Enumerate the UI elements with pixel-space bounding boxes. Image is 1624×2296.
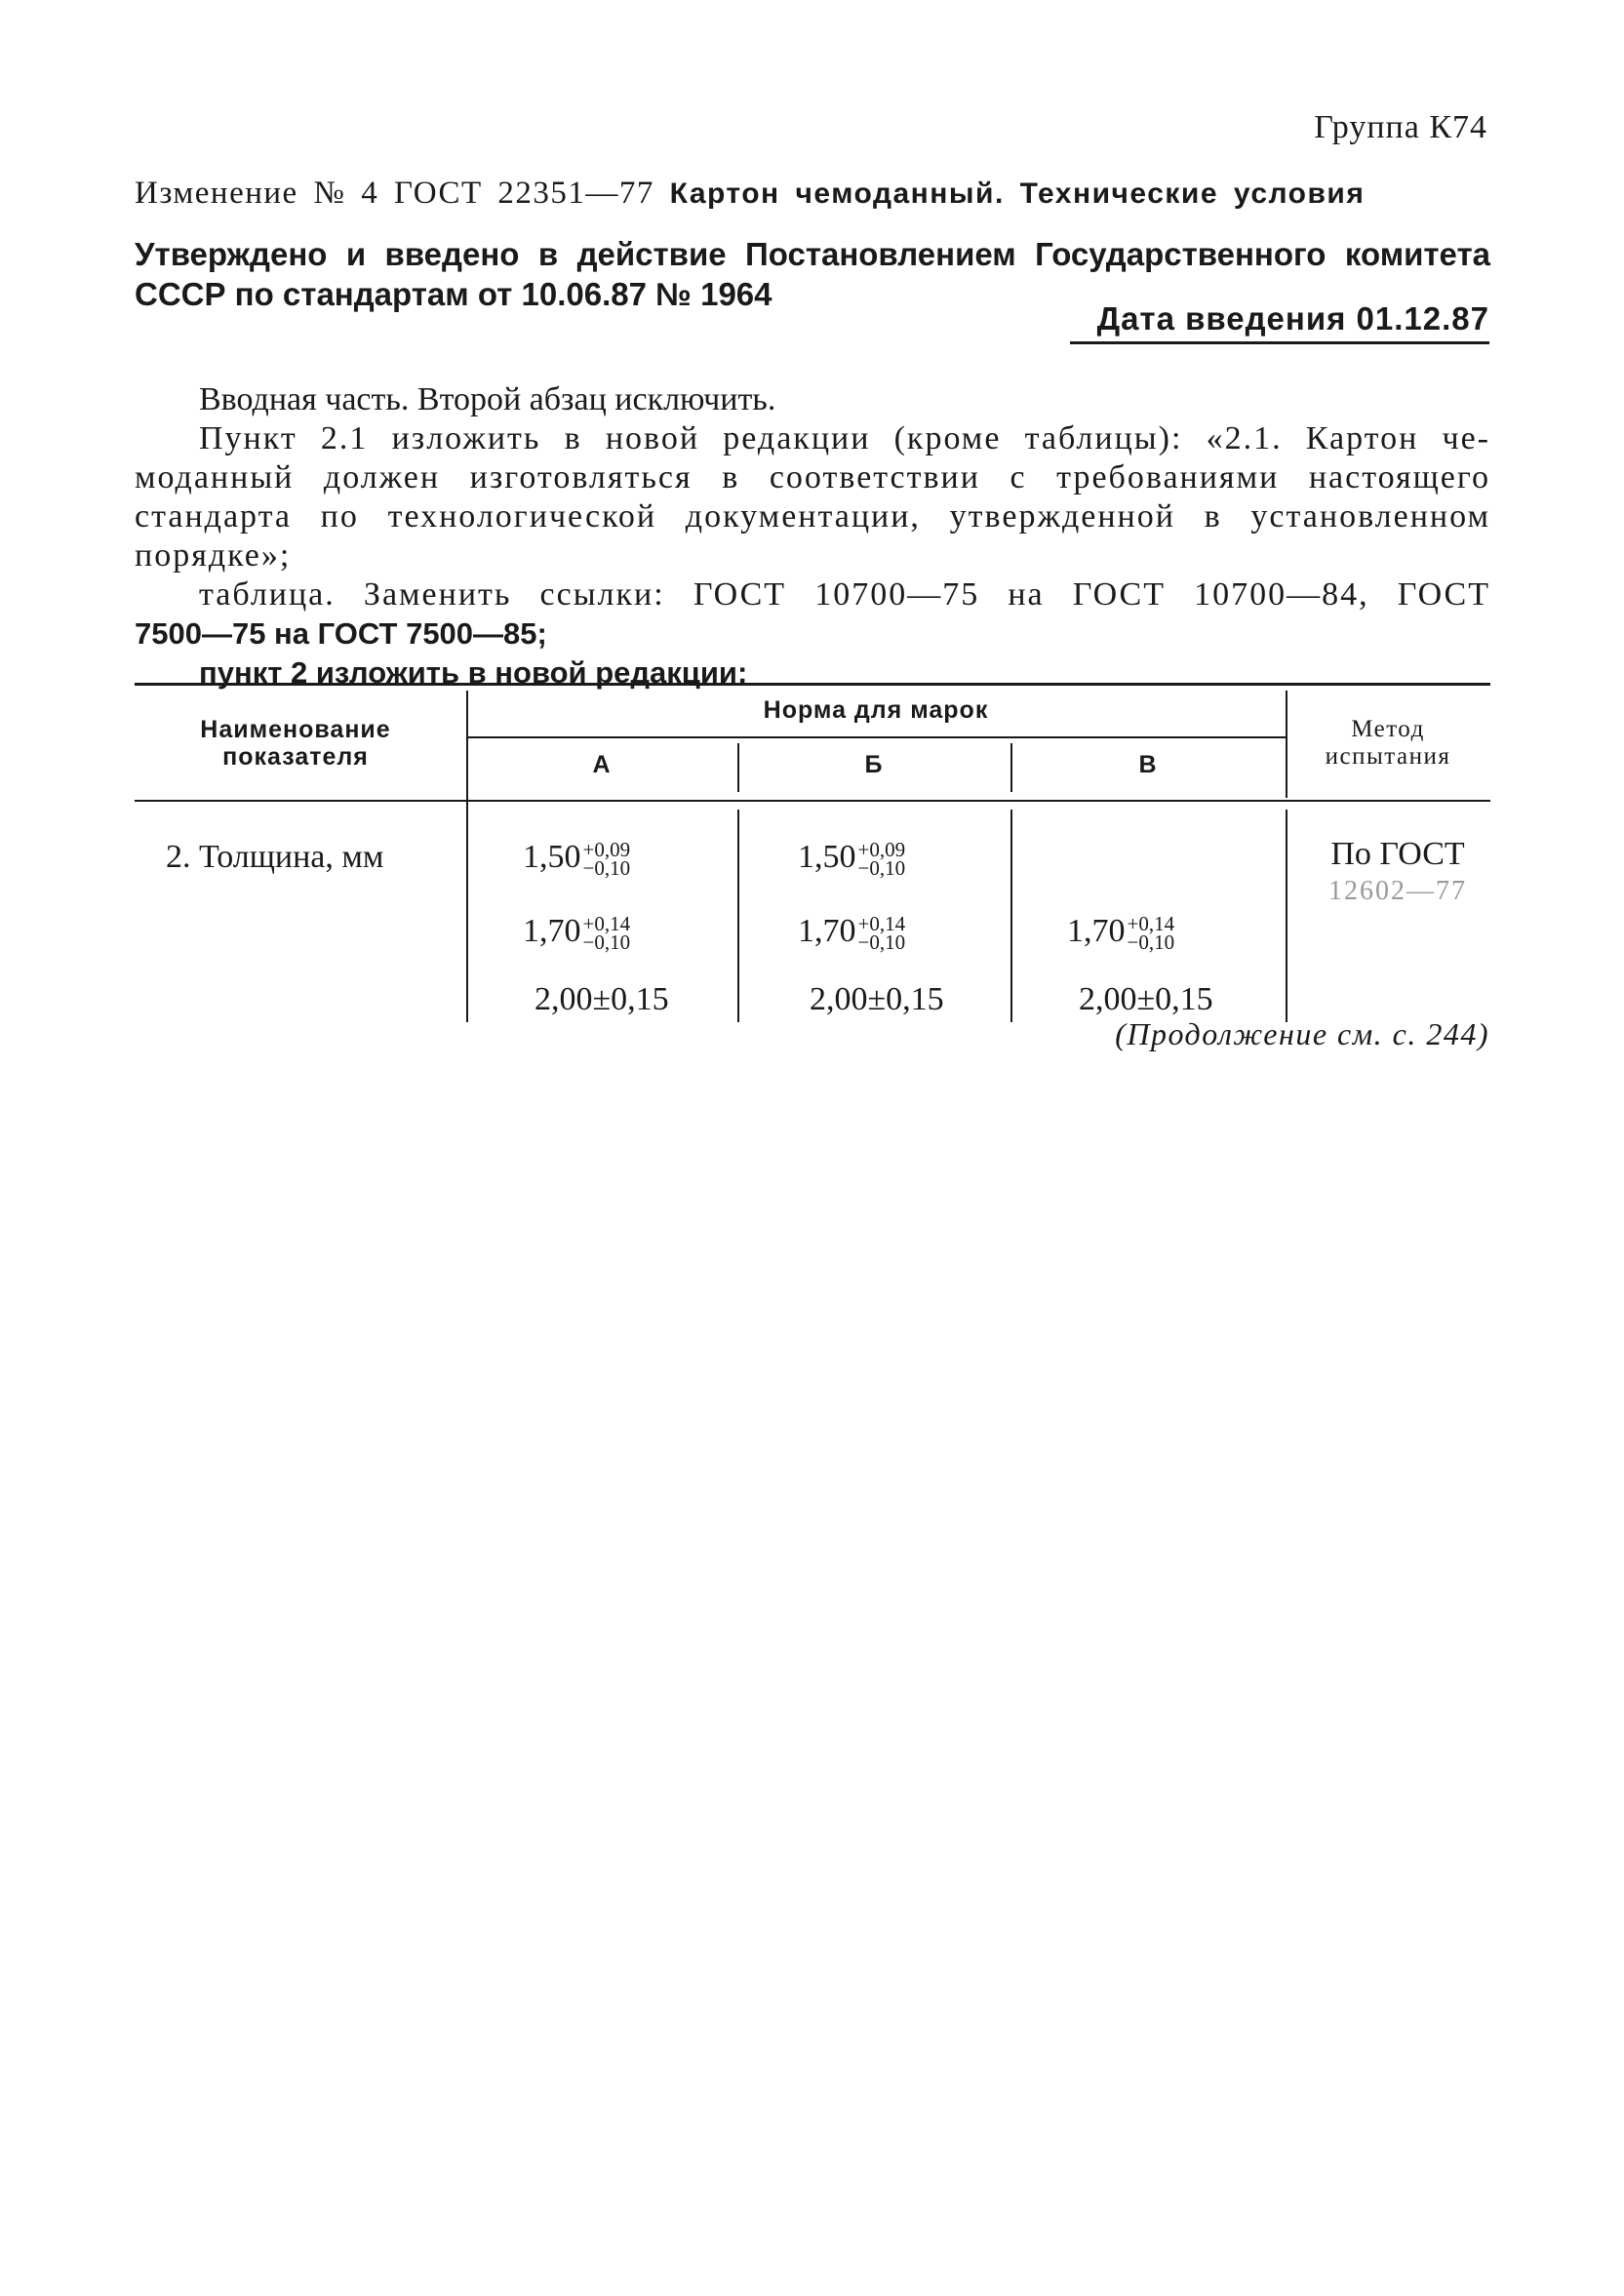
table-top-rule bbox=[135, 683, 1490, 686]
approval-line-1: Утверждено и введено в действие Постановлением Государственного комитета bbox=[135, 236, 1490, 272]
tolerance-lower: −0,10 bbox=[582, 930, 631, 955]
group-code: Группа К74 bbox=[1314, 109, 1487, 145]
test-method-reference bbox=[1305, 837, 1490, 909]
value-base: 1,70 bbox=[523, 913, 581, 949]
header-indicator-line-2: показателя bbox=[222, 743, 369, 771]
column-divider bbox=[466, 691, 468, 1022]
paragraph-2-line-3: стандарта по технологической документации, утвержденной в установленном bbox=[135, 498, 1490, 534]
tolerance-lower: −0,10 bbox=[582, 856, 631, 881]
column-divider bbox=[1010, 810, 1012, 1022]
column-divider bbox=[1286, 810, 1287, 1022]
effective-date: Дата введения 01.12.87 bbox=[1070, 300, 1489, 344]
header-test-method bbox=[1286, 716, 1490, 771]
paragraph-2-line-1: Пункт 2.1 изложить в новой редакции (кроме таблицы): «2.1. Картон че- bbox=[199, 420, 1490, 456]
value-b-row3: 2,00±0,15 bbox=[810, 981, 944, 1017]
tolerance-lower: −0,10 bbox=[857, 856, 906, 881]
header-indicator-name bbox=[135, 716, 456, 771]
paragraph-4: пункт 2 изложить в новой редакции: bbox=[199, 655, 748, 690]
column-divider bbox=[737, 810, 739, 1022]
value-base: 1,50 bbox=[523, 839, 581, 875]
value-b-row2 bbox=[798, 912, 906, 955]
tolerance-upper: +0,14 bbox=[857, 912, 906, 936]
value-a-row2 bbox=[523, 912, 631, 955]
approval-line-2: СССР по стандартам от 10.06.87 № 1964 bbox=[135, 276, 772, 312]
header-norm: Норма для марок bbox=[763, 696, 989, 724]
paragraph-2-line-2: моданный должен изготовляться в соответствии с требованиями настоящего bbox=[135, 459, 1490, 495]
tolerance-lower: −0,10 bbox=[857, 930, 906, 955]
tolerance bbox=[857, 912, 906, 955]
method-line-1: По ГОСТ bbox=[1330, 836, 1465, 872]
paragraph-2-line-4: порядке»; bbox=[135, 537, 292, 574]
norm-subheader-rule bbox=[466, 736, 1286, 738]
value-b-row1 bbox=[798, 838, 906, 881]
value-a-row3: 2,00±0,15 bbox=[535, 981, 669, 1017]
method-line-2: 12602—77 bbox=[1328, 876, 1467, 906]
paragraph-intro: Вводная часть. Второй абзац исключить. bbox=[199, 381, 776, 417]
change-number: № 4 bbox=[313, 176, 379, 211]
tolerance bbox=[857, 838, 906, 881]
value-base: 1,70 bbox=[798, 913, 856, 949]
value-base: 1,50 bbox=[798, 839, 856, 875]
table-header-rule bbox=[135, 800, 1490, 802]
header-mark-b: Б bbox=[864, 751, 884, 778]
header-method-line-2: испытания bbox=[1325, 743, 1451, 770]
value-base: 1,70 bbox=[1067, 913, 1126, 949]
tolerance bbox=[582, 912, 631, 955]
header-mark-c: В bbox=[1138, 751, 1158, 778]
row-label-thickness: 2. Толщина, мм bbox=[166, 839, 384, 875]
tolerance-upper: +0,09 bbox=[582, 838, 631, 862]
tolerance bbox=[582, 838, 631, 881]
gost-number: ГОСТ 22351—77 bbox=[393, 176, 654, 211]
change-prefix: Изменение bbox=[135, 176, 298, 211]
tolerance bbox=[1127, 912, 1175, 955]
continuation-note: (Продолжение см. с. 244) bbox=[1115, 1016, 1489, 1051]
value-a-row1 bbox=[523, 838, 631, 881]
body-text bbox=[135, 380, 1490, 693]
header-indicator-line-1: Наименование bbox=[200, 716, 391, 743]
header-mark-a: А bbox=[592, 751, 612, 778]
paragraph-3-line-2: 7500—75 на ГОСТ 7500—85; bbox=[135, 616, 547, 651]
thickness-table bbox=[135, 683, 1490, 1034]
standard-title: Картон чемоданный. Технические условия bbox=[669, 178, 1366, 210]
tolerance-upper: +0,09 bbox=[857, 838, 906, 862]
tolerance-upper: +0,14 bbox=[1127, 912, 1175, 936]
tolerance-lower: −0,10 bbox=[1127, 930, 1175, 955]
header-method-line-1: Метод bbox=[1351, 716, 1425, 742]
value-c-row2 bbox=[1067, 912, 1175, 955]
tolerance-upper: +0,14 bbox=[582, 912, 631, 936]
change-title bbox=[135, 176, 1365, 212]
paragraph-3-line-1: таблица. Заменить ссылки: ГОСТ 10700—75 на ГОСТ 10700—84, ГОСТ bbox=[199, 576, 1490, 613]
value-c-row3: 2,00±0,15 bbox=[1079, 981, 1213, 1017]
